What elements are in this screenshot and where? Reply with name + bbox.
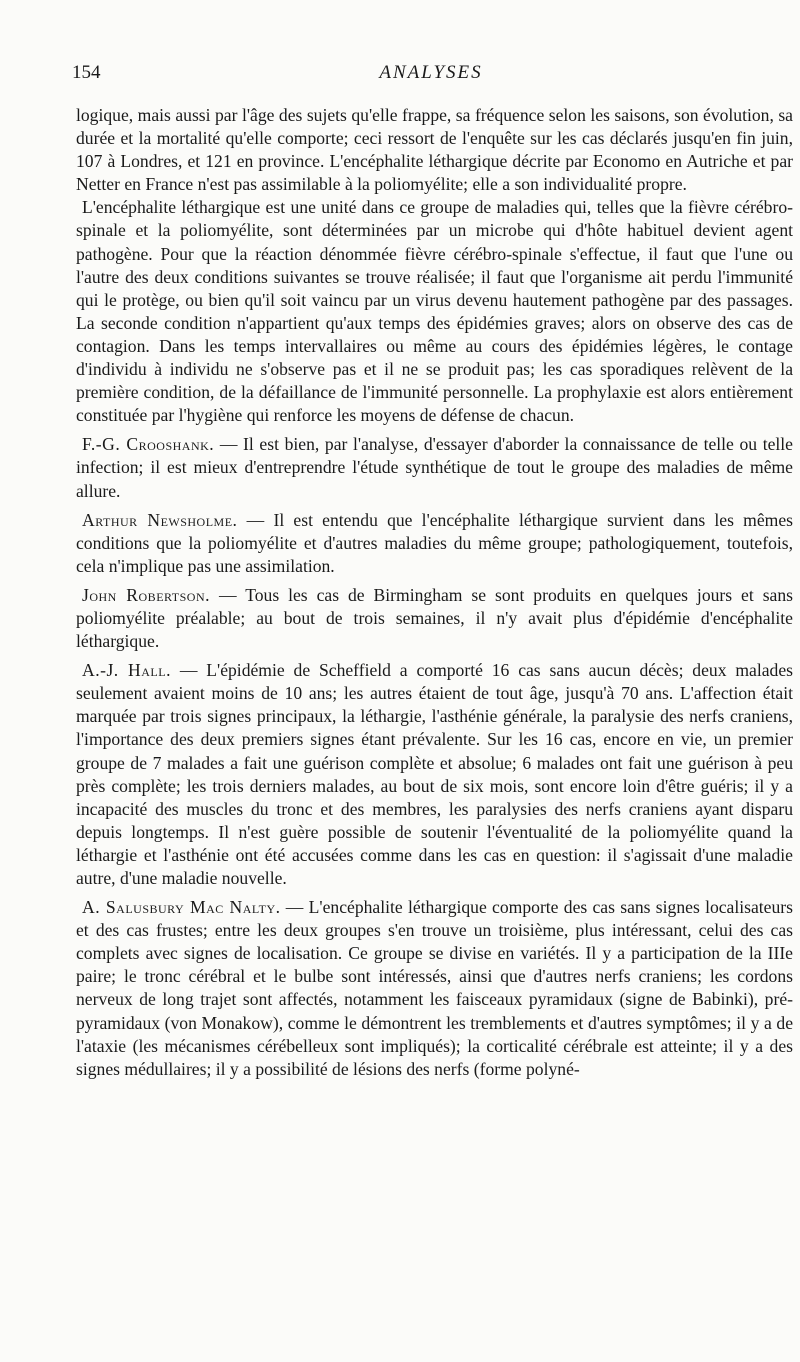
- running-title: ANALYSES: [379, 62, 483, 83]
- paragraph-text: L'encéphalite léthargique est une unité dans ce groupe de maladies qui, telles que la fièvre cérébro-spinale et la poliomyélite, sont déterminées par un microbe qui d'hôte habituel devient agent pathogène. Pour que la réaction dénommée fièvre cérébro-spinale s'effectue, il faut que l'une ou l'autre des deux conditions suivantes se trouve réalisée; il faut que l'organisme ait perdu l'immunité qui le protège, ou bien qu'il soit vaincu par un virus devenu hautement pathogène par des passages. La seconde condition n'appartient qu'aux temps des épidémies graves; alors on observe des cas de contagion. Dans les temps intervallaires ou même au cours des épidémies légères, le contage d'individu à individu ne s'observe pas et il ne se produit pas; les cas sporadiques relèvent de la première condition, de la défaillance de l'immunité personnelle. La prophylaxie est alors entièrement constituée par l'hygiène qui renforce les moyens de défense de chacun.: [76, 197, 793, 426]
- paragraph-robertson: [76, 584, 793, 653]
- paragraph-text: — Tous les cas de Birmingham se sont produits en quelques jours et sans poliomyélite préalable; au bout de trois semaines, il n'y avait plus d'épidémie d'encéphalite léthargique.: [76, 584, 793, 652]
- paragraph-text: — L'épidémie de Scheffield a comporté 16 cas sans aucun décès; deux malades seulement avaient moins de 10 ans; les autres étaient de tout âge, jusqu'à 70 ans. L'affection était marquée par trois signes principaux, la léthargie, l'asthénie générale, la paralysie des nerfs craniens, l'importance des deux premiers signes étant prévalente. Sur les 16 cas, encore en vie, un premier groupe de 7 malades a fait une guérison complète et absolue; 6 malades ont fait une guérison à peu près complète; les trois derniers malades, au bout de six mois, sont encore loin d'être guéris; il y a incapacité des muscles du tronc et des membres, les paralysies des nerfs craniens ayant disparu depuis longtemps. Il n'est guère possible de soutenir l'éventualité de la poliomyélite quand la léthargie et l'asthénie ont été accusées comme dans les cas en question: il s'agissait d'une maladie autre, d'une maladie nouvelle.: [76, 660, 793, 888]
- author-name: John Robertson.: [82, 584, 211, 605]
- author-name: A.-J. Hall.: [82, 660, 171, 681]
- author-name: Arthur Newsholme.: [82, 509, 238, 530]
- paragraph-text: — L'encéphalite léthargique comporte des cas sans signes localisateurs et des cas frustes; entre les deux groupes s'en trouve un troisième, plus intéressant, celui des cas complets avec signes de localisation. Ce groupe se divise en variétés. Il y a participation de la IIIe paire; le tronc cérébral et le bulbe sont intéressés, ainsi que d'autres nerfs craniens; les cordons nerveux de long trajet sont affectés, notamment les faisceaux pyramidaux (signe de Babinki), pré-pyramidaux (von Monakow), comme le démontrent les tremblements et d'autres symptômes; il y a de l'ataxie (les mécanismes cérébelleux sont impliqués); la corticalité cérébrale est atteinte; il y a des signes médullaires; il y a possibilité de lésions des nerfs (forme polyné-: [76, 897, 793, 1079]
- author-name: F.-G. Crooshank.: [82, 434, 215, 455]
- paragraph-newsholme: [76, 509, 793, 578]
- article-body: [76, 104, 793, 1081]
- paragraph-crooshank: [76, 433, 793, 502]
- paragraph-text: — Il est entendu que l'encéphalite léthargique survient dans les mêmes conditions que la poliomyélite et d'autres maladies du même groupe; pathologiquement, toutefois, cela n'implique pas une assimilation.: [76, 509, 793, 576]
- paragraph-text: logique, mais aussi par l'âge des sujets qu'elle frappe, sa fréquence selon les saisons, son évolution, sa durée et la mortalité qu'elle comporte; ceci ressort de l'enquête sur les cas déclarés jusqu'en fin juin, 107 à Londres, et 121 en province. L'encéphalite léthargique décrite par Economo en Autriche et par Netter en France n'est pas assimilable à la poliomyélite; elle a son individualité propre.: [76, 105, 793, 195]
- paragraph-hall: [76, 659, 793, 890]
- paragraph-mac-nalty: [76, 896, 793, 1081]
- page-header: [72, 62, 790, 92]
- paragraph-text: — Il est bien, par l'analyse, d'essayer d'aborder la connaissance de telle ou telle infection; il est mieux d'entreprendre l'étude synthétique de tout le groupe des maladies de même allure.: [76, 434, 793, 501]
- page-number: 154: [72, 62, 101, 83]
- paragraph-theory: [76, 196, 793, 427]
- paragraph-continuation: [76, 104, 793, 196]
- author-name: A. Salusbury Mac Nalty.: [82, 897, 281, 918]
